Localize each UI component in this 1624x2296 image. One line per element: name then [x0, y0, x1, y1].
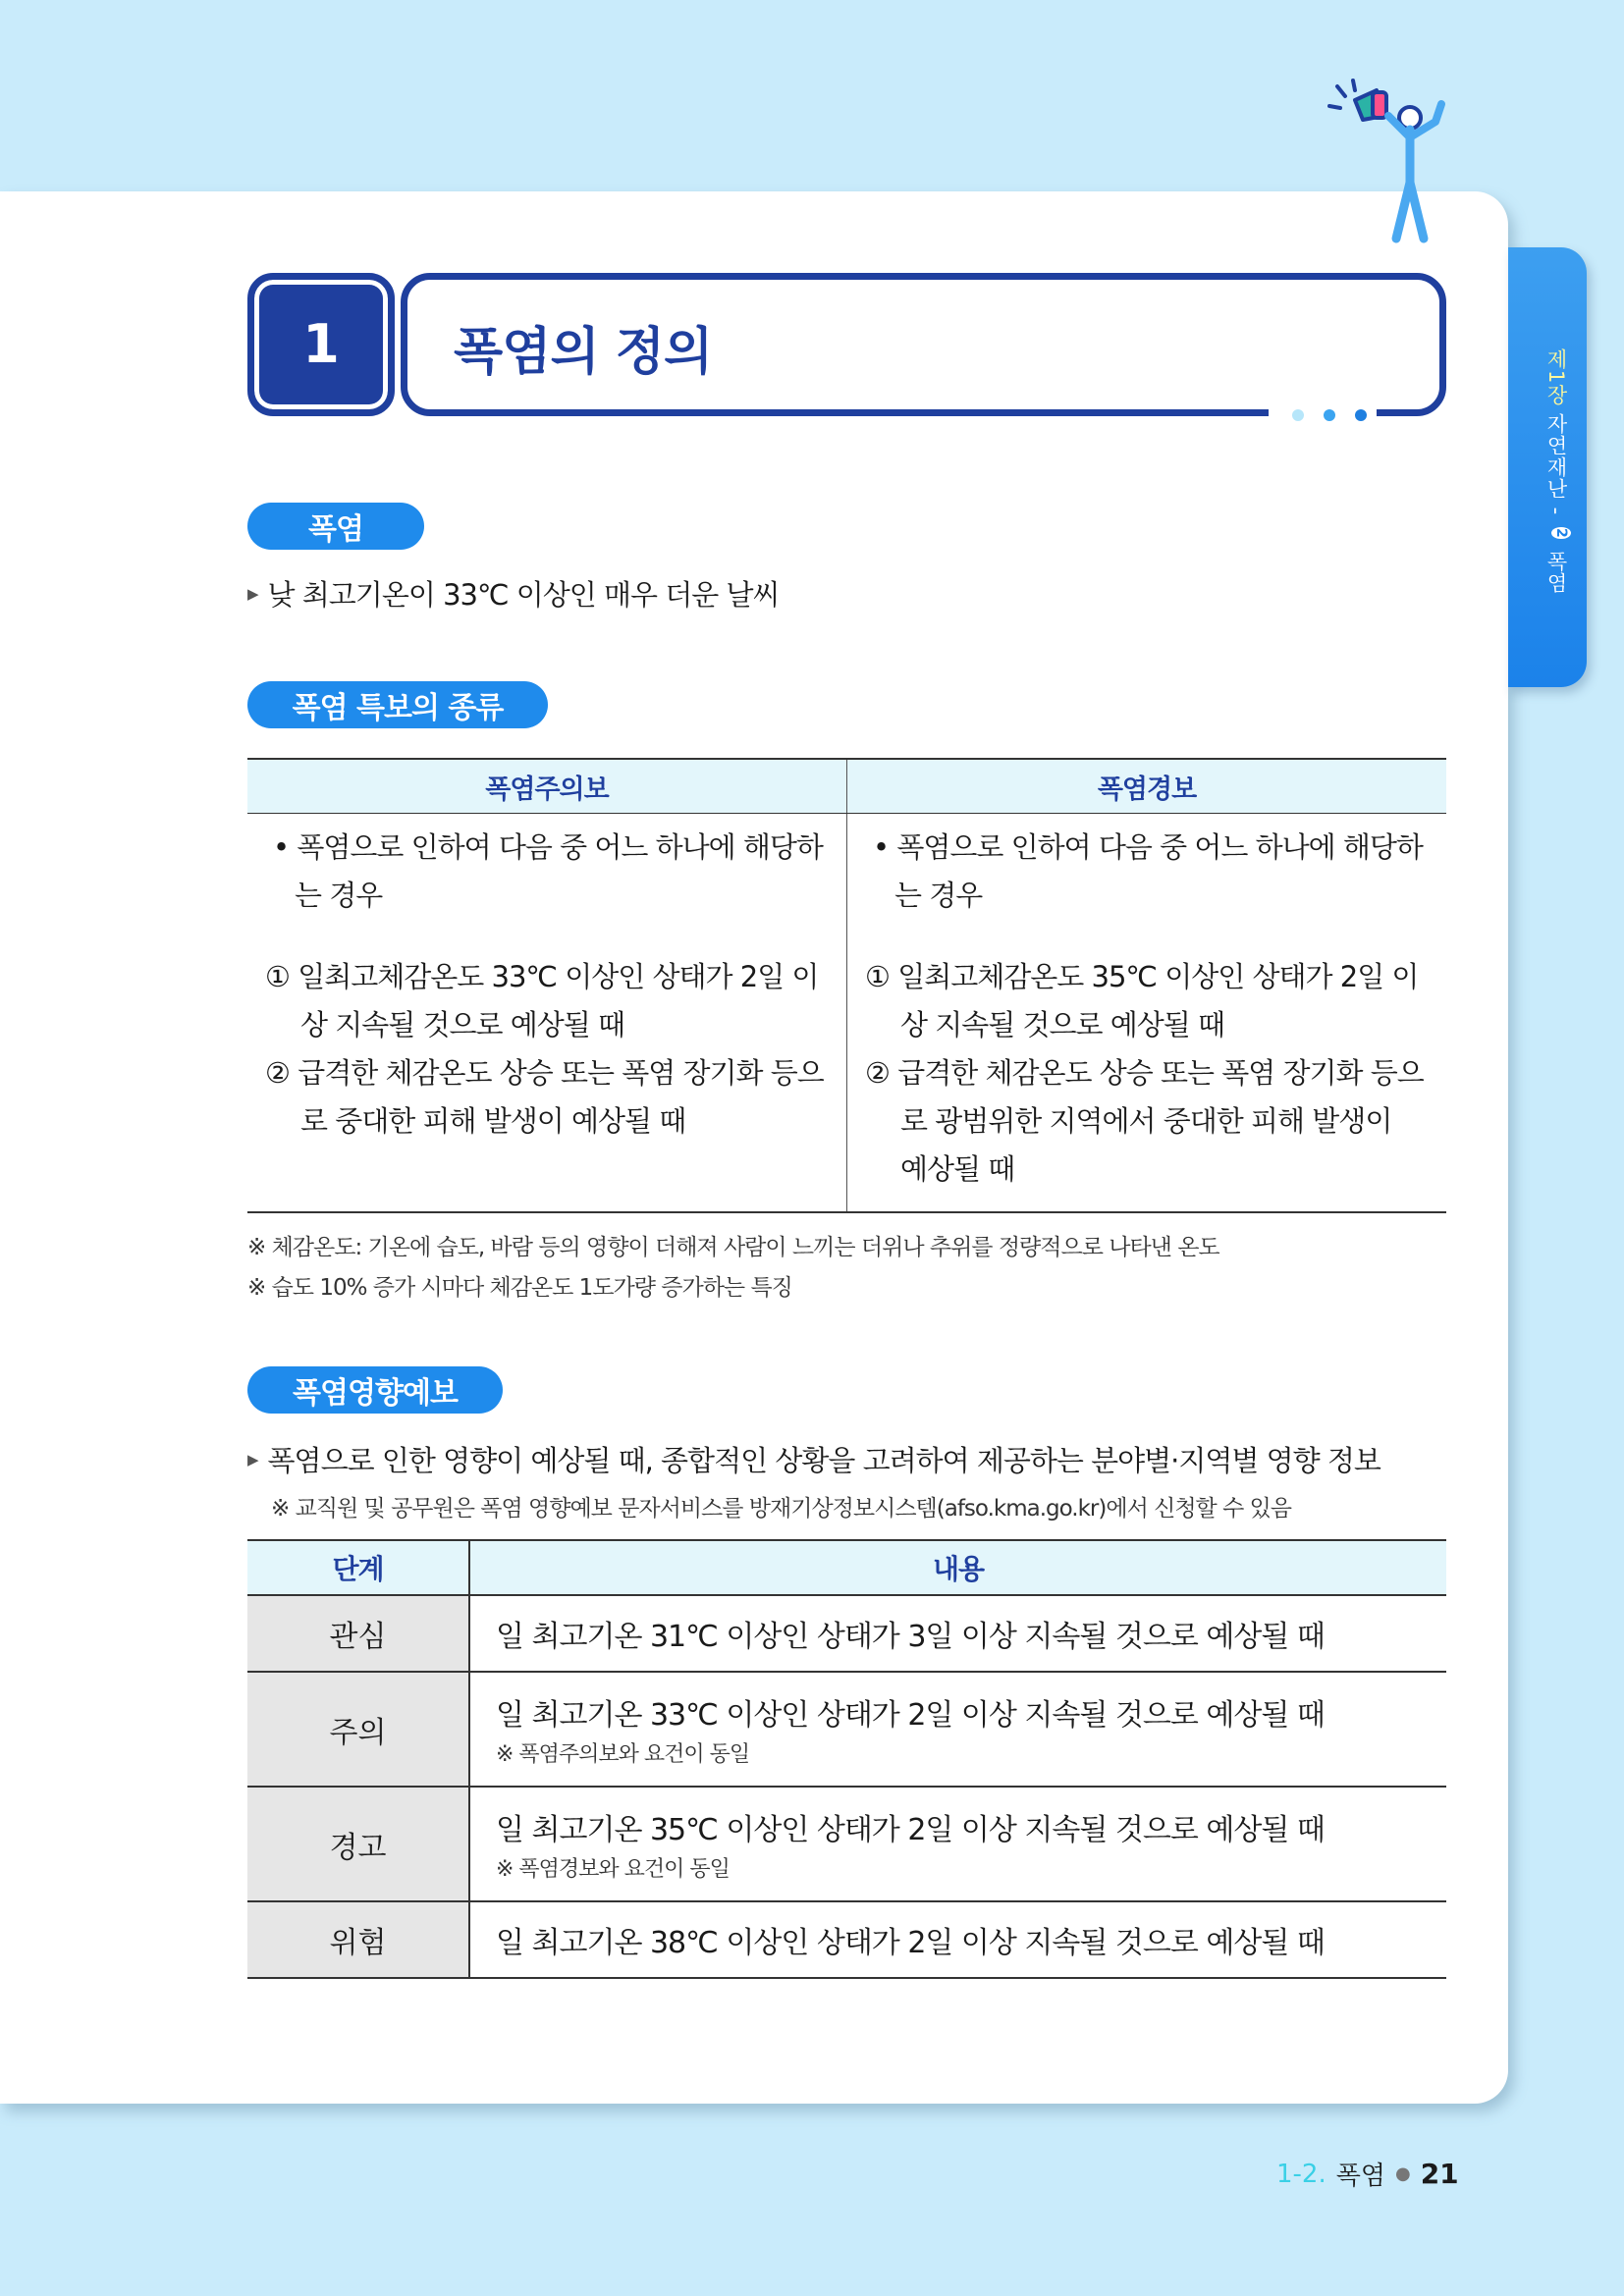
table-header: 폭염경보	[847, 759, 1447, 814]
impact-forecast-table	[247, 1539, 1446, 1979]
impact-forecast-label: 폭염영향예보	[247, 1366, 503, 1414]
table-row	[247, 1595, 1446, 1672]
table-header: 폭염주의보	[247, 759, 847, 814]
table-row	[247, 1672, 1446, 1787]
impact-forecast-note: ※ 교직원 및 공무원은 폭염 영향예보 문자서비스를 방재기상정보시스템(afso.kma.go.kr)에서 신청할 수 있음	[271, 1496, 1292, 1522]
impact-forecast-definition: ▶ 폭염으로 인한 영향이 예상될 때, 종합적인 상황을 고려하여 제공하는 분야별·지역별 영향 정보	[247, 1444, 1380, 1477]
page-footer	[1276, 2156, 1459, 2192]
megaphone-mascot-icon	[1326, 77, 1473, 248]
level-cell: 주의	[247, 1672, 469, 1787]
content-cell: 일 최고기온 33℃ 이상인 상태가 2일 이상 지속될 것으로 예상될 때	[496, 1698, 1325, 1733]
content-note: ※ 폭염주의보와 요건이 동일	[496, 1742, 750, 1767]
special-report-label: 폭염 특보의 종류	[247, 681, 548, 728]
content-note: ※ 폭염경보와 요건이 동일	[496, 1857, 730, 1882]
level-cell: 위험	[247, 1901, 469, 1978]
triangle-bullet-icon: ▶	[247, 1450, 258, 1468]
content-cell: 일 최고기온 31℃ 이상인 상태가 3일 이상 지속될 것으로 예상될 때	[469, 1595, 1446, 1672]
special-report-table	[247, 758, 1446, 1213]
list-item: ② 급격한 체감온도 상승 또는 폭염 장기화 등으로 광범위한 지역에서 중대한 피해 발생이 예상될 때	[865, 1056, 1424, 1186]
footer-section-number: 1-2.	[1276, 2159, 1326, 2189]
footer-section-title: 폭염	[1335, 2162, 1385, 2191]
list-item: ② 급격한 체감온도 상승 또는 폭염 장기화 등으로 중대한 피해 발생이 예상될 때	[265, 1056, 824, 1138]
chapter-number-badge: 2	[1553, 527, 1569, 539]
section-number: 1	[247, 273, 395, 416]
footnote: ※ 습도 10% 증가 시마다 체감온도 1도가량 증가하는 특징	[247, 1275, 792, 1301]
content-cell: 일 최고기온 35℃ 이상인 상태가 2일 이상 지속될 것으로 예상될 때	[496, 1813, 1325, 1847]
list-item: ① 일최고체감온도 33℃ 이상인 상태가 2일 이상 지속될 것으로 예상될 때	[265, 960, 819, 1041]
heatwave-label: 폭염	[247, 503, 424, 550]
separator-dot-icon: ●	[1394, 2163, 1411, 2184]
level-cell: 경고	[247, 1787, 469, 1901]
table-row	[247, 1787, 1446, 1901]
decor-dot	[1292, 409, 1304, 421]
heatwave-definition: ▶ 낮 최고기온이 33℃ 이상인 매우 더운 날씨	[247, 578, 780, 612]
content-cell: 일 최고기온 38℃ 이상인 상태가 2일 이상 지속될 것으로 예상될 때	[469, 1901, 1446, 1978]
section-title: 폭염의 정의	[454, 323, 713, 382]
page-number: 21	[1420, 2158, 1459, 2190]
footnote: ※ 체감온도: 기온에 습도, 바람 등의 영향이 더해져 사람이 느끼는 더위나 추위를 정량적으로 나타낸 온도	[247, 1235, 1219, 1260]
table-header: 내용	[469, 1540, 1446, 1595]
table-header: 단계	[247, 1540, 469, 1595]
decor-dot	[1355, 409, 1367, 421]
level-cell: 관심	[247, 1595, 469, 1672]
decor-dot	[1324, 409, 1335, 421]
table-row	[247, 1901, 1446, 1978]
warning-criteria: • 폭염으로 인하여 다음 중 어느 하나에 해당하는 경우 ① 일최고체감온도 35℃ 이상인 상태가 2일 이상 지속될 것으로 예상될 때 ② 급격한 체감온도 상승 또는 폭염 장기화 등으로 광범위한 지역에서 중대한 피해 발생이 예상될 때	[847, 814, 1447, 1213]
chapter-side-tab-label: 제1장 자연재난 - 2 폭염	[1544, 348, 1569, 594]
triangle-bullet-icon: ▶	[247, 584, 258, 603]
advisory-criteria: • 폭염으로 인하여 다음 중 어느 하나에 해당하는 경우 ① 일최고체감온도 33℃ 이상인 상태가 2일 이상 지속될 것으로 예상될 때 ② 급격한 체감온도 상승 또는 폭염 장기화 등으로 중대한 피해 발생이 예상될 때	[247, 814, 847, 1213]
list-item: ① 일최고체감온도 35℃ 이상인 상태가 2일 이상 지속될 것으로 예상될 때	[865, 960, 1419, 1041]
